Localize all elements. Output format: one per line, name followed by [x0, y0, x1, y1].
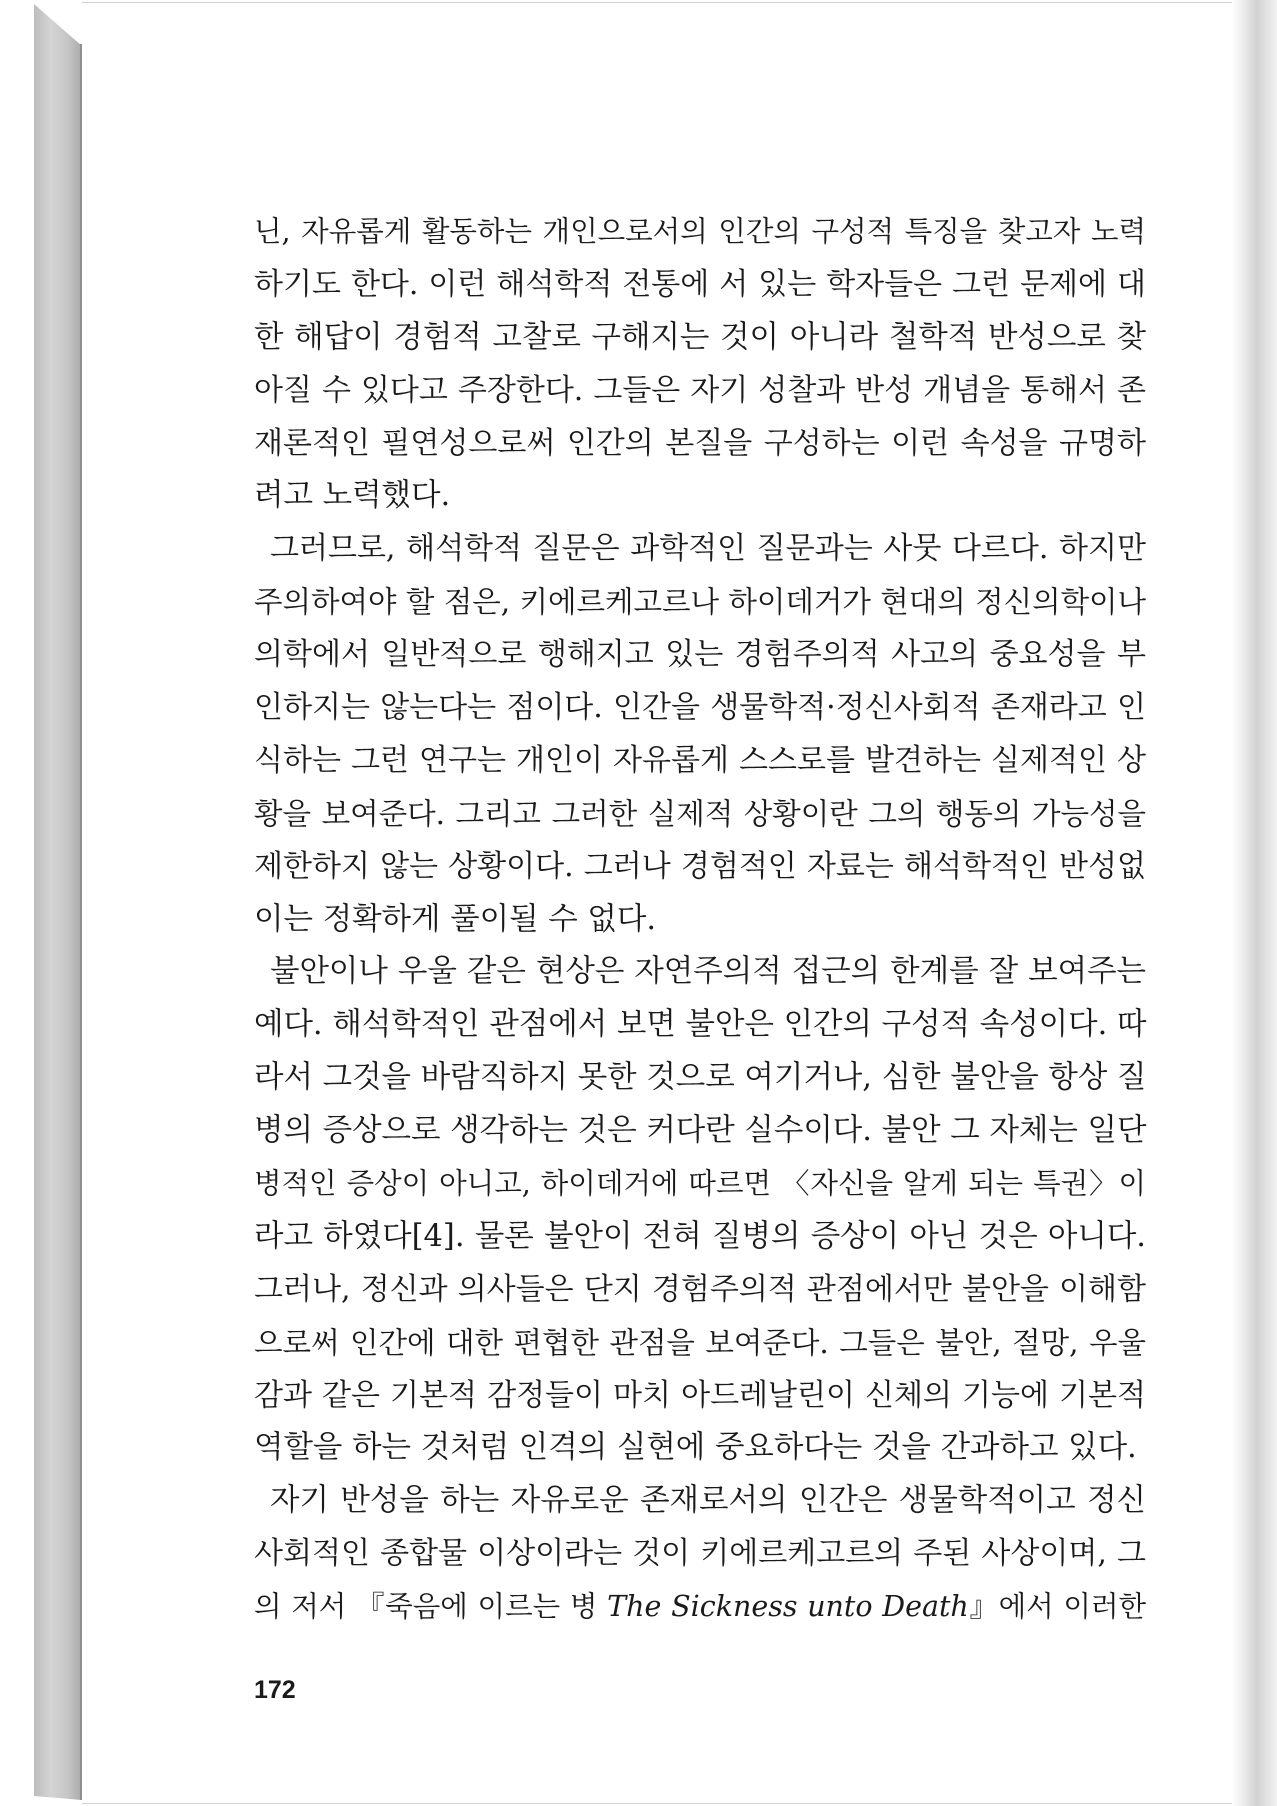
text-line: 으로써 인간에 대한 편협한 관점을 보여준다. 그들은 불안, 절망, 우울 — [254, 1325, 1146, 1360]
text-line: 식하는 그런 연구는 개인이 자유롭게 스스로를 발견하는 실제적인 상 — [254, 742, 1146, 778]
text-line: 닌, 자유롭게 활동하는 개인으로서의 인간의 구성적 특징을 찾고자 노력 — [254, 215, 1146, 248]
paragraph-start-line: 그러므로, 해석학적 질문은 과학적인 질문과는 사뭇 다르다. 하지만 — [270, 531, 1146, 567]
page-shadow — [1232, 0, 1277, 1806]
text-line: 병적인 증상이 아니고, 하이데거에 따르면 〈자신을 알게 되는 특권〉이 — [254, 1167, 1146, 1201]
text-line: 이는 정확하게 풀이될 수 없다. — [254, 901, 657, 937]
text-line: 제한하지 않는 상황이다. 그러나 경험적인 자료는 해석학적인 반성없 — [254, 848, 1146, 884]
text-line: 라고 하였다[4]. 물론 불안이 전혀 질병의 증상이 아닌 것은 아니다. — [254, 1218, 1146, 1254]
text-line: 라서 그것을 바람직하지 못한 것으로 여기거나, 심한 불안을 항상 질 — [254, 1060, 1147, 1096]
text-segment: 』에서 이러한 — [968, 1590, 1147, 1624]
text-line: 하기도 한다. 이런 해석학적 전통에 서 있는 학자들은 그런 문제에 대 — [254, 266, 1146, 302]
text-line: 역할을 하는 것처럼 인격의 실현에 중요하다는 것을 간과하고 있다. — [254, 1430, 1137, 1466]
text-line: 주의하여야 할 점은, 키에르케고르나 하이데거가 현대의 정신의학이나 — [254, 585, 1147, 620]
book-title-italic: The Sickness unto Death — [607, 1590, 969, 1624]
text-line: 려고 노력했다. — [254, 478, 451, 514]
book-spine — [34, 4, 82, 1800]
text-line: 그러나, 정신과 의사들은 단지 경험주의적 관점에서만 불안을 이해함 — [254, 1271, 1146, 1307]
text-line: 인하지는 않는다는 점이다. 인간을 생물학적·정신사회적 존재라고 인 — [254, 690, 1146, 726]
text-line: 예다. 해석학적인 관점에서 보면 불안은 인간의 구성적 속성이다. 따 — [254, 1007, 1147, 1043]
text-line: 재론적인 필연성으로써 인간의 본질을 구성하는 이런 속성을 규명하 — [254, 425, 1146, 461]
text-line: 사회적인 종합물 이상이라는 것이 키에르케고르의 주된 사상이며, 그 — [254, 1536, 1146, 1572]
text-line: 병의 증상으로 생각하는 것은 커다란 실수이다. 불안 그 자체는 일단 — [254, 1113, 1147, 1149]
text-line: 한 해답이 경험적 고찰로 구해지는 것이 아니라 철학적 반성으로 찾 — [254, 319, 1146, 355]
text-line: 의학에서 일반적으로 행해지고 있는 경험주의적 사고의 중요성을 부 — [254, 637, 1146, 673]
text-segment: 의 저서 『죽음에 이르는 병 — [254, 1590, 608, 1624]
body-text — [254, 206, 1146, 1634]
paragraph-start-line: 불안이나 우울 같은 현상은 자연주의적 접근의 한계를 잘 보여주는 — [270, 954, 1146, 990]
text-line: 아질 수 있다고 주장한다. 그들은 자기 성찰과 반성 개념을 통해서 존 — [254, 372, 1146, 408]
text-line: 감과 같은 기본적 감정들이 마치 아드레날린이 신체의 기능에 기본적 — [254, 1377, 1146, 1413]
text-line-with-title — [254, 1581, 1146, 1634]
page-number: 172 — [254, 1676, 296, 1704]
paragraph-start-line: 자기 반성을 하는 자유로운 존재로서의 인간은 생물학적이고 정신 — [270, 1483, 1146, 1519]
text-line: 황을 보여준다. 그리고 그러한 실제적 상황이란 그의 행동의 가능성을 — [254, 796, 1146, 831]
